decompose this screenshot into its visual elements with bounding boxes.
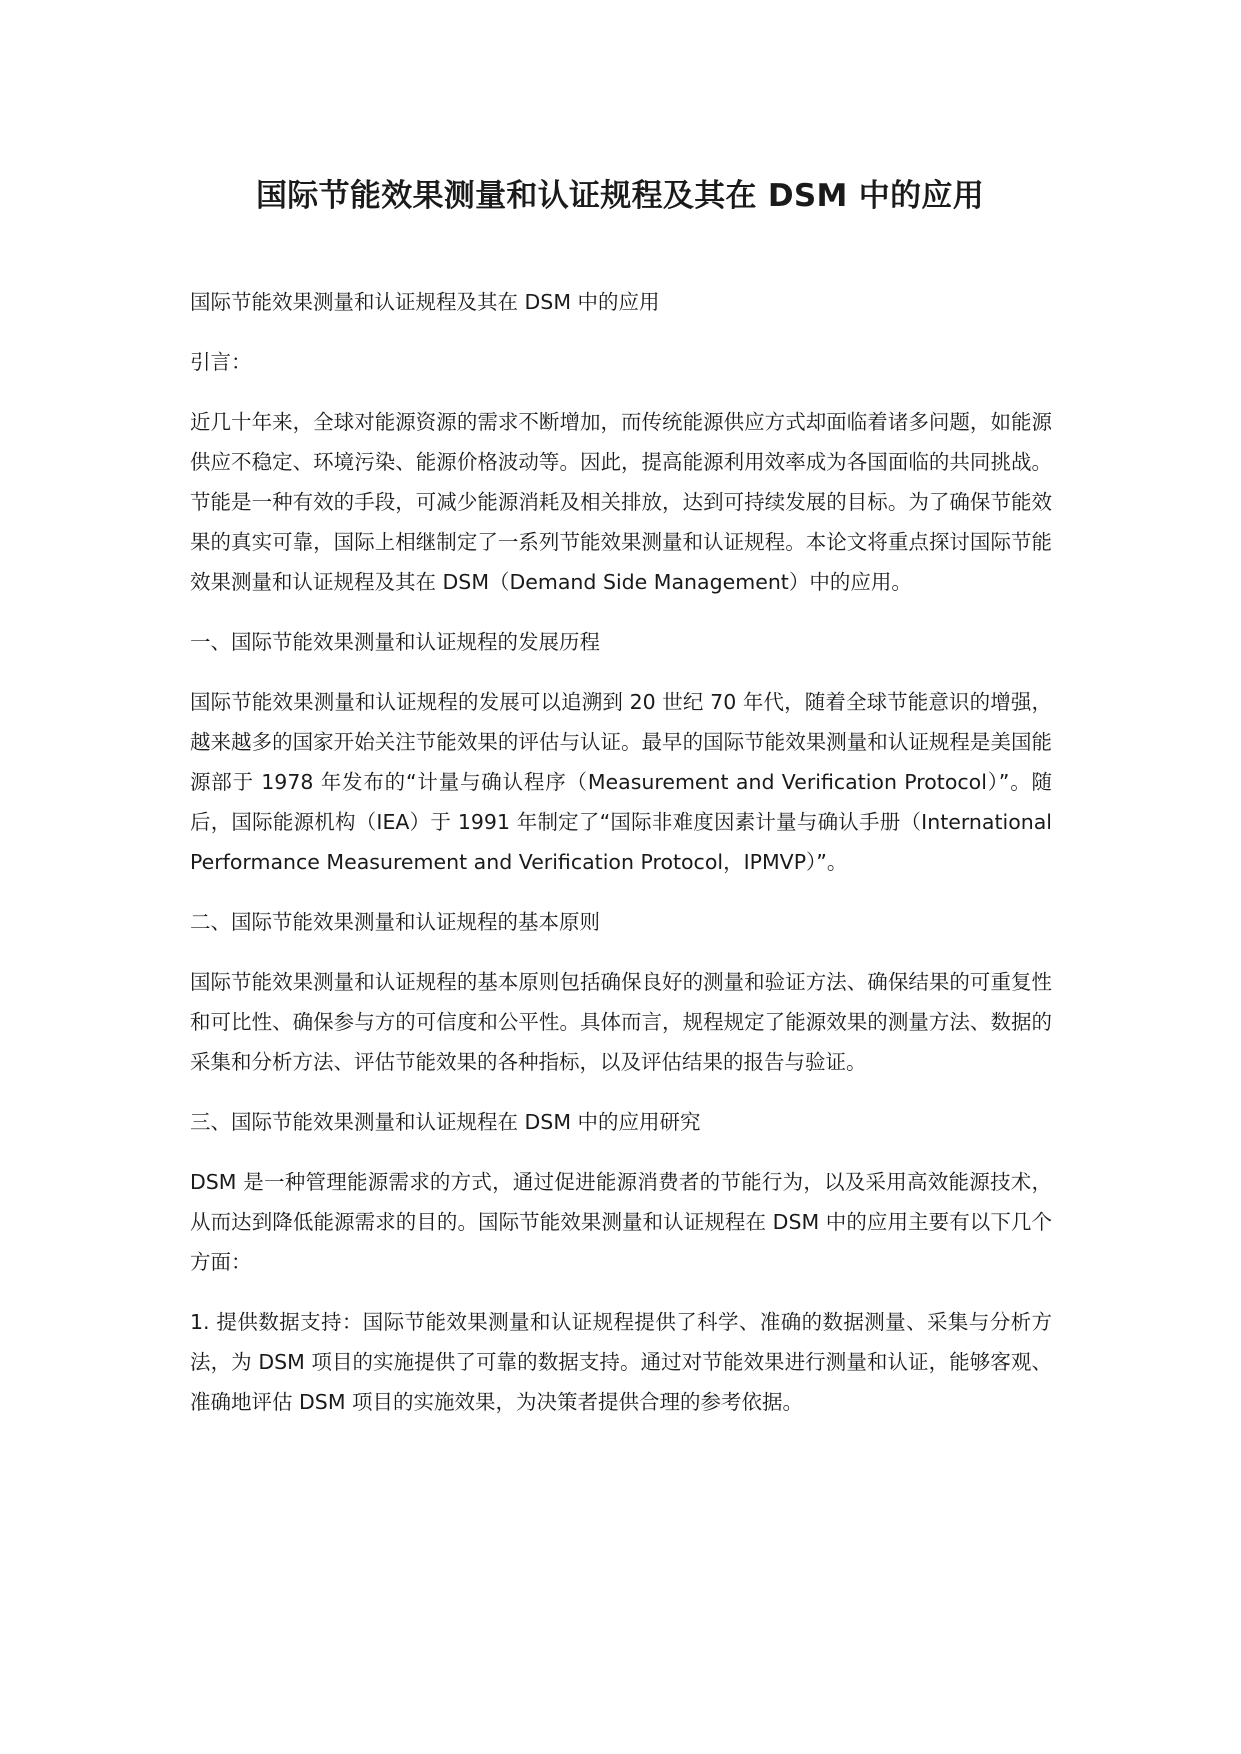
history-paragraph: 国际节能效果测量和认证规程的发展可以追溯到 20 世纪 70 年代，随着全球节能意识的增强，越来越多的国家开始关注节能效果的评估与认证。最早的国际节能效果测量和认证规程是美国能源部于 1978 年发布的“计量与确认程序（Measurement and Verification Protocol）”。随后，国际能源机构（IEA）于 1991 年制定了“国际非难度因素计量与确认手册（International Performance Measurement and Verification Protocol，IPMVP）”。 bbox=[190, 690, 1052, 874]
section-heading-history: 一、国际节能效果测量和认证规程的发展历程 bbox=[190, 630, 600, 654]
section-heading-dsm-application: 三、国际节能效果测量和认证规程在 DSM 中的应用研究 bbox=[190, 1110, 701, 1134]
introduction-heading: 引言： bbox=[190, 350, 252, 374]
document-title: 国际节能效果测量和认证规程及其在 DSM 中的应用 bbox=[256, 178, 984, 214]
document-body bbox=[190, 282, 1052, 1442]
data-support-paragraph: 1. 提供数据支持：国际节能效果测量和认证规程提供了科学、准确的数据测量、采集与分析方法，为 DSM 项目的实施提供了可靠的数据支持。通过对节能效果进行测量和认证，能够客观、准确地评估 DSM 项目的实施效果，为决策者提供合理的参考依据。 bbox=[190, 1310, 1052, 1414]
section-heading-principles: 二、国际节能效果测量和认证规程的基本原则 bbox=[190, 910, 600, 934]
introduction-paragraph: 近几十年来，全球对能源资源的需求不断增加，而传统能源供应方式却面临着诸多问题，如能源供应不稳定、环境污染、能源价格波动等。因此，提高能源利用效率成为各国面临的共同挑战。节能是一种有效的手段，可减少能源消耗及相关排放，达到可持续发展的目标。为了确保节能效果的真实可靠，国际上相继制定了一系列节能效果测量和认证规程。本论文将重点探讨国际节能效果测量和认证规程及其在 DSM（Demand Side Management）中的应用。 bbox=[190, 410, 1052, 594]
dsm-application-paragraph: DSM 是一种管理能源需求的方式，通过促进能源消费者的节能行为，以及采用高效能源技术，从而达到降低能源需求的目的。国际节能效果测量和认证规程在 DSM 中的应用主要有以下几个方面： bbox=[190, 1170, 1052, 1274]
subtitle-paragraph: 国际节能效果测量和认证规程及其在 DSM 中的应用 bbox=[190, 290, 660, 314]
principles-paragraph: 国际节能效果测量和认证规程的基本原则包括确保良好的测量和验证方法、确保结果的可重复性和可比性、确保参与方的可信度和公平性。具体而言，规程规定了能源效果的测量方法、数据的采集和分析方法、评估节能效果的各种指标，以及评估结果的报告与验证。 bbox=[190, 970, 1052, 1074]
